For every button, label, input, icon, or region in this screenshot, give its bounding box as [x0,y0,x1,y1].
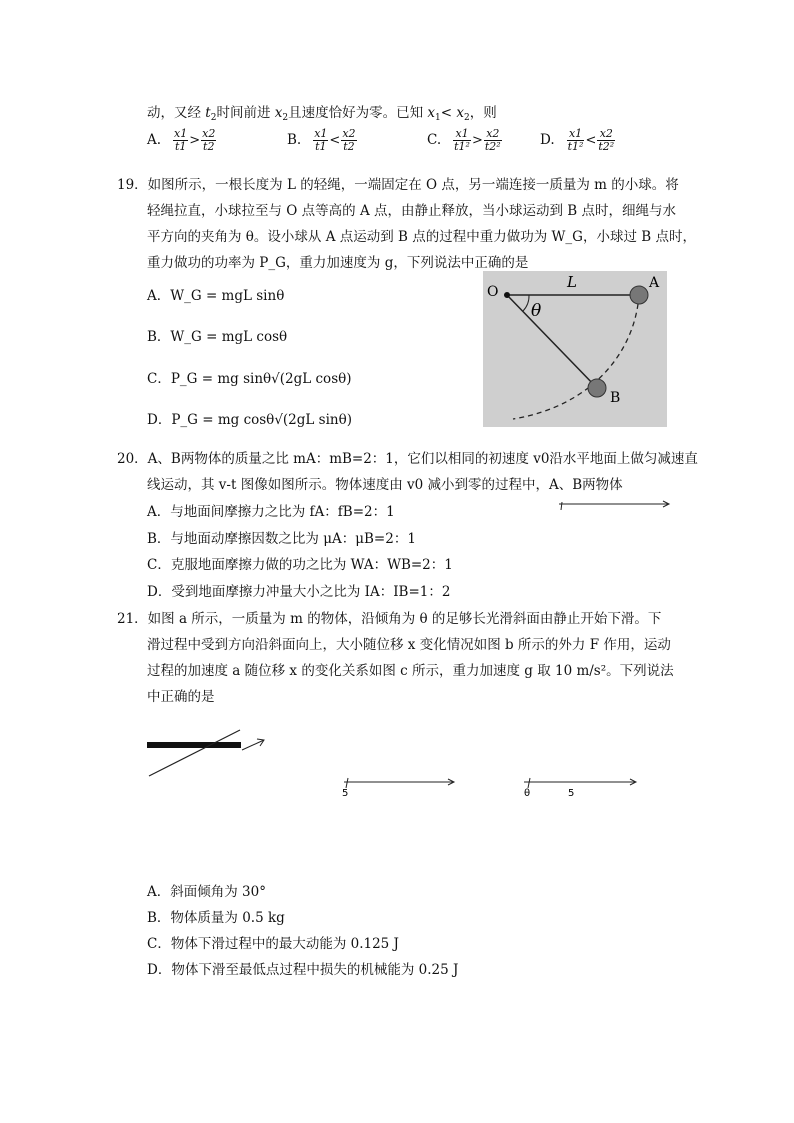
q20-line-2: 线运动，其 v-t 图像如图所示。物体速度由 v0 减小到零的过程中，A、B两物体 [147,477,623,493]
label-A: A [649,275,660,291]
q20-option-d[interactable]: D．受到地面摩擦力冲量大小之比为 IA：IB=1：2 [147,584,451,600]
ball-A [630,286,648,304]
q21-line-4: 中正确的是 [147,689,215,705]
q19-line-1: 19．如图所示，一根长度为 L 的轻绳，一端固定在 O 点，另一端连接一质量为 m 的小球。将 [117,177,679,193]
q21-option-b[interactable]: B．物体质量为 0.5 kg [147,910,285,926]
q18-option-d[interactable]: D. $\frac{x1}{\text{t1²}}$ < $\frac{x2}{\text{t2²}}$ [540,127,615,153]
q19-line-4: 重力做功的功率为 P_G，重力加速度为 g，下列说法中正确的是 [147,255,529,271]
q21-line-2: 滑过程中受到方向沿斜面向上，大小随位移 x 变化情况如图 b 所示的外力 F 作用，运动 [147,637,671,653]
q19-option-c[interactable]: C．P_G = mg sinθ√(2gL cosθ) [147,371,352,387]
label-theta: θ [531,301,542,321]
figure-b-graph [340,774,460,798]
vt-graph-axis [555,496,675,516]
q20-option-a[interactable]: A．与地面间摩擦力之比为 fA：fB=2：1 [147,504,395,520]
q19-line-2: 轻绳拉直，小球拉至与 O 点等高的 A 点，由静止释放，当小球运动到 B 点时，细绳与水 [147,203,676,219]
q18-option-b[interactable]: B. $\frac{x1}{t1}$ < $\frac{x2}{t2}$ [287,127,356,153]
v-axis-stub [561,502,562,510]
q20-option-b[interactable]: B．与地面动摩擦因数之比为 μA：μB=2：1 [147,531,416,547]
q21-option-a[interactable]: A．斜面倾角为 30° [147,884,266,900]
label-L: L [567,273,577,291]
figure-c-graph [520,774,644,798]
q21-option-c[interactable]: C．物体下滑过程中的最大动能为 0.125 J [147,936,399,952]
q20-line-1: 20．A、B两物体的质量之比 mA：mB=2：1，它们以相同的初速度 v0沿水平地面上做匀减速直 [117,451,698,467]
q19-line-3: 平方向的夹角为 θ。设小球从 A 点运动到 B 点的过程中重力做功为 W_G，小球过 B 点时， [147,229,696,245]
figure-b-origin-label: 5 [342,788,349,798]
q19-option-b[interactable]: B．W_G = mgL cosθ [147,329,288,345]
q20-option-c[interactable]: C．克服地面摩擦力做的功之比为 WA：WB=2：1 [147,557,453,573]
incline-block [147,742,241,748]
ball-B [588,379,606,397]
q21-option-d[interactable]: D．物体下滑至最低点过程中损失的机械能为 0.25 J [147,962,459,978]
q18-stem: 动，又经 $t_2$时间前进 $x_2$且速度恰好为零。已知 $x_1< x_2$，则 [147,105,497,123]
pivot-point [504,292,510,298]
figure-c-origin-label: θ [524,788,531,798]
figure-c-tick-label: 5 [568,788,575,798]
q18-option-a[interactable]: A. $\frac{x1}{t1}$ > $\frac{x2}{t2}$ [147,127,216,153]
q21-line-3: 过程的加速度 a 随位移 x 的变化关系如图 c 所示，重力加速度 g 取 10 m/s²。下列说法 [147,663,674,679]
q18-option-c[interactable]: C. $\frac{x1}{\text{t1²}}$ > $\frac{x2}{\text{t2²}}$ [427,127,501,153]
incline-surface [149,730,240,776]
label-O: O [487,284,499,300]
q21-line-1: 21．如图 a 所示，一质量为 m 的物体，沿倾角为 θ 的足够长光滑斜面由静止开始下滑。下 [117,611,662,627]
q19-option-d[interactable]: D．P_G = mg cosθ√(2gL sinθ) [147,412,353,428]
pendulum-figure [483,271,667,427]
figure-a-incline [144,724,270,780]
figure-c-y-stub [528,778,530,788]
figure-b-y-stub [346,778,348,788]
q19-option-a[interactable]: A．W_G = mgL sinθ [147,288,285,304]
label-B: B [610,390,621,406]
